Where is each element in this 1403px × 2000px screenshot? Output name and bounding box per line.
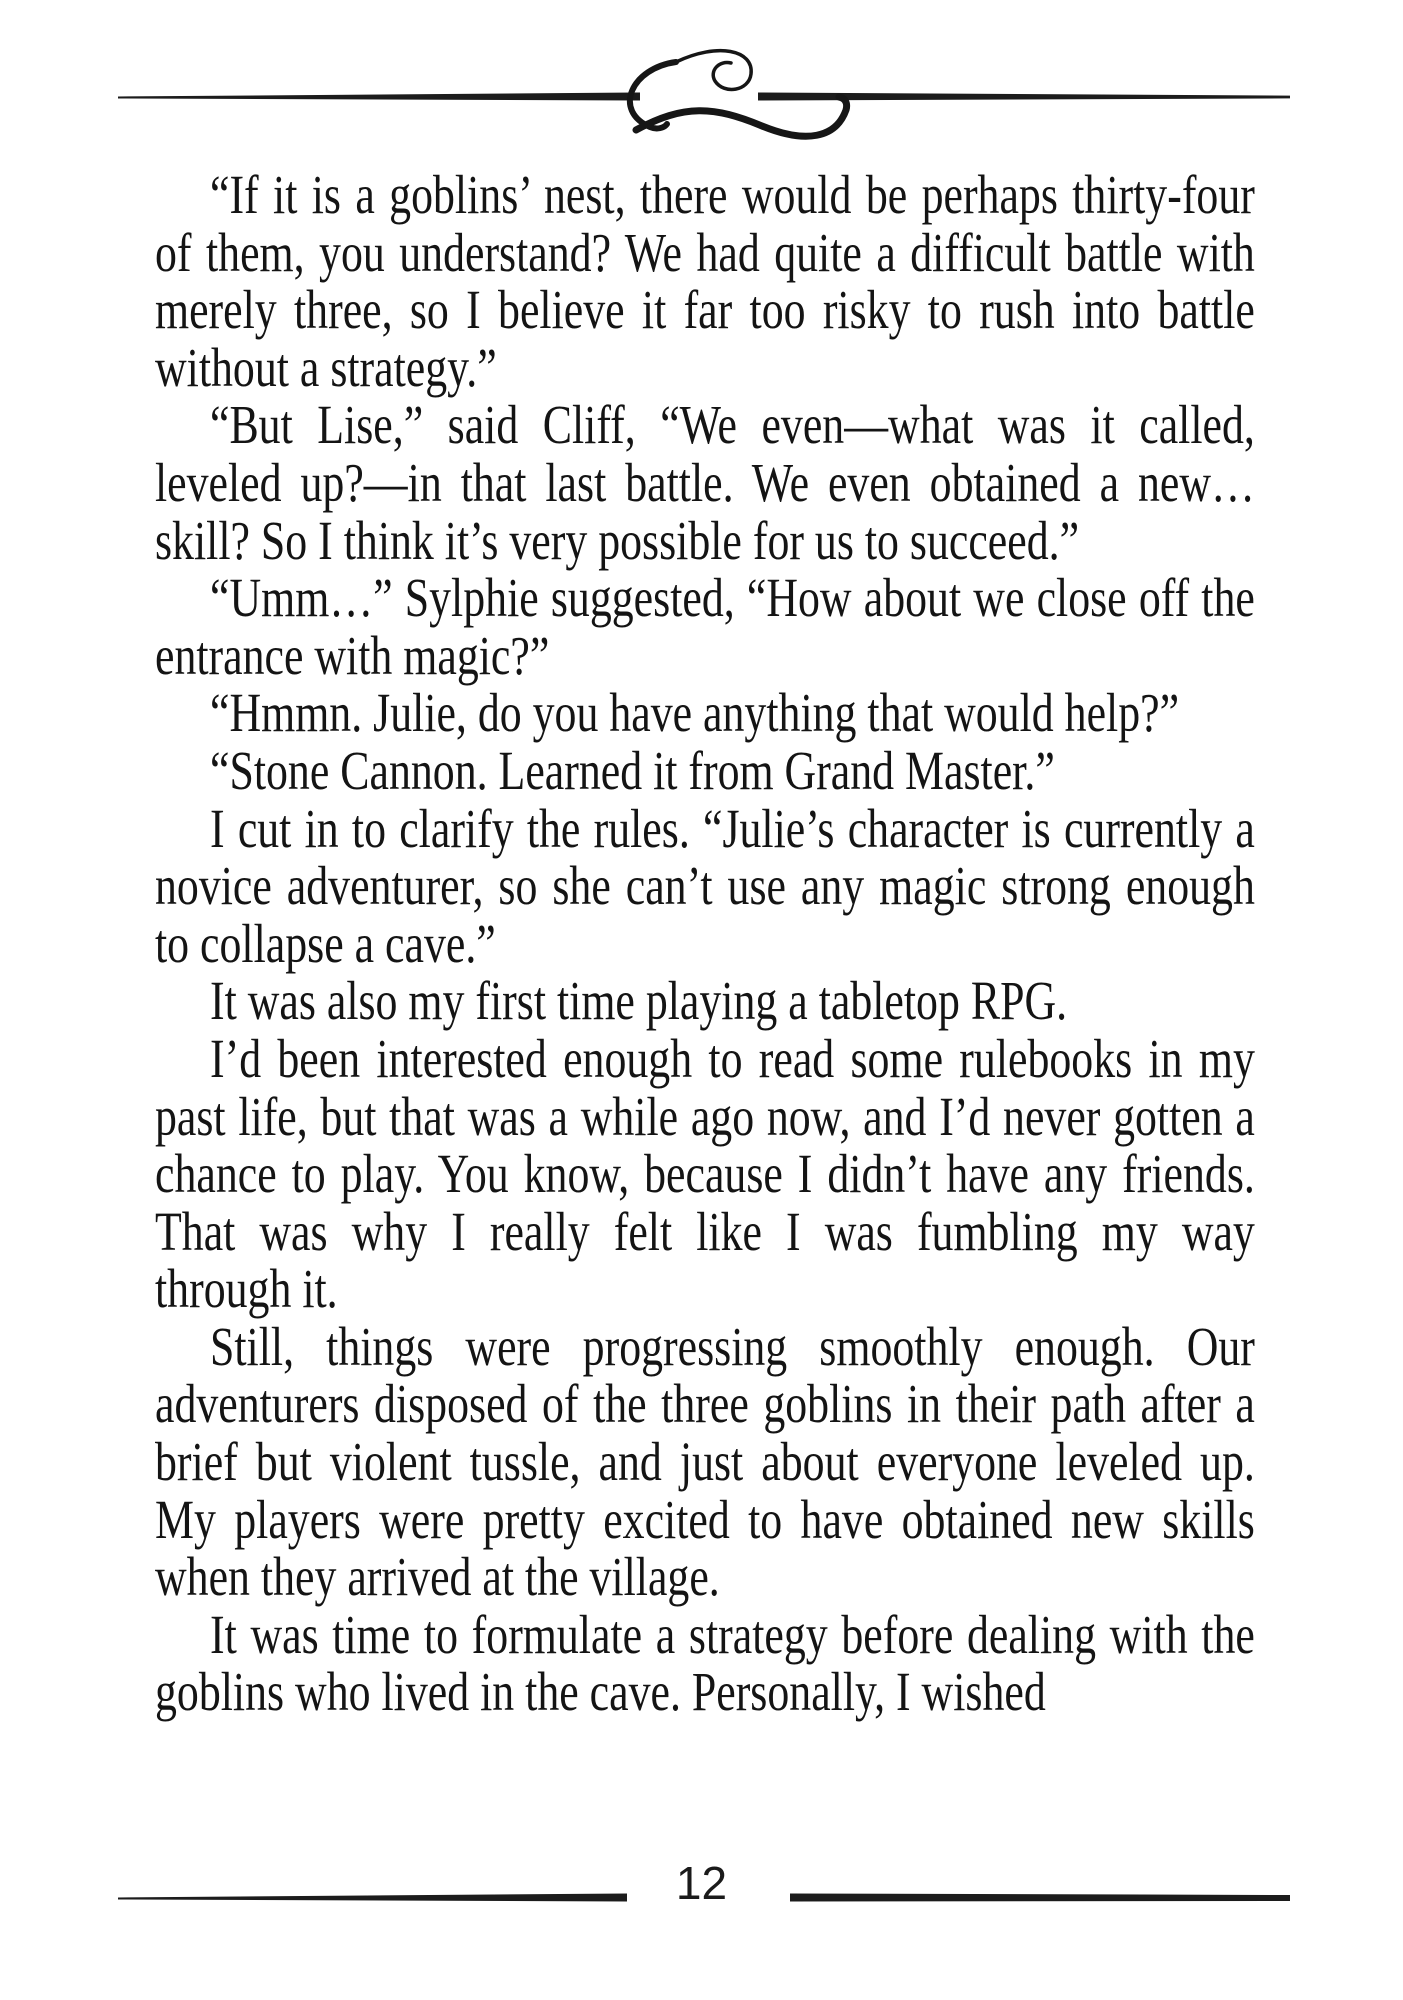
page-number: 12: [675, 1857, 728, 1909]
paragraph: It was time to formulate a strategy before dealing with the goblins who lived in the cave. Personally, I wished: [155, 1603, 1255, 1723]
page-body-text: [155, 166, 1255, 1721]
paragraph: “Hmmn. Julie, do you have anything that would help?”: [209, 682, 1180, 744]
flourish-divider-icon: [0, 0, 1403, 170]
paragraph: “But Lise,” said Cliff, “We even—what was it called, leveled up?—in that last battle. We even obtained a new… skill? So I think it’s very possible for us to succeed.”: [155, 394, 1255, 571]
header-rule-left: [118, 93, 640, 101]
paragraph: “Umm…” Sylphie suggested, “How about we close off the entrance with magic?”: [155, 567, 1255, 686]
paragraph: I’d been interested enough to read some rulebooks in my past life, but that was a while ago now, and I’d never gotten a chance to play. You know, because I didn’t have any friends. That was why I really felt like I was fumbling my way through it.: [155, 1027, 1255, 1320]
paragraph: “If it is a goblins’ nest, there would be perhaps thirty-four of them, you understand? We had quite a difficult battle with merely three, so I believe it far too risky to rush into battle without a strategy.”: [155, 164, 1255, 398]
paragraph: “Stone Cannon. Learned it from Grand Master.”: [209, 739, 1055, 801]
paragraph: I cut in to clarify the rules. “Julie’s character is currently a novice adventurer, so she can’t use any magic strong enough to collapse a cave.”: [155, 797, 1255, 974]
paragraph: Still, things were progressing smoothly enough. Our adventurers disposed of the three goblins in their path after a brief but violent tussle, and just about everyone leveled up. My players were pretty excited to have obtained new skills when they arrived at the village.: [155, 1315, 1255, 1608]
paragraph: It was also my first time playing a tabletop RPG.: [209, 970, 1068, 1032]
